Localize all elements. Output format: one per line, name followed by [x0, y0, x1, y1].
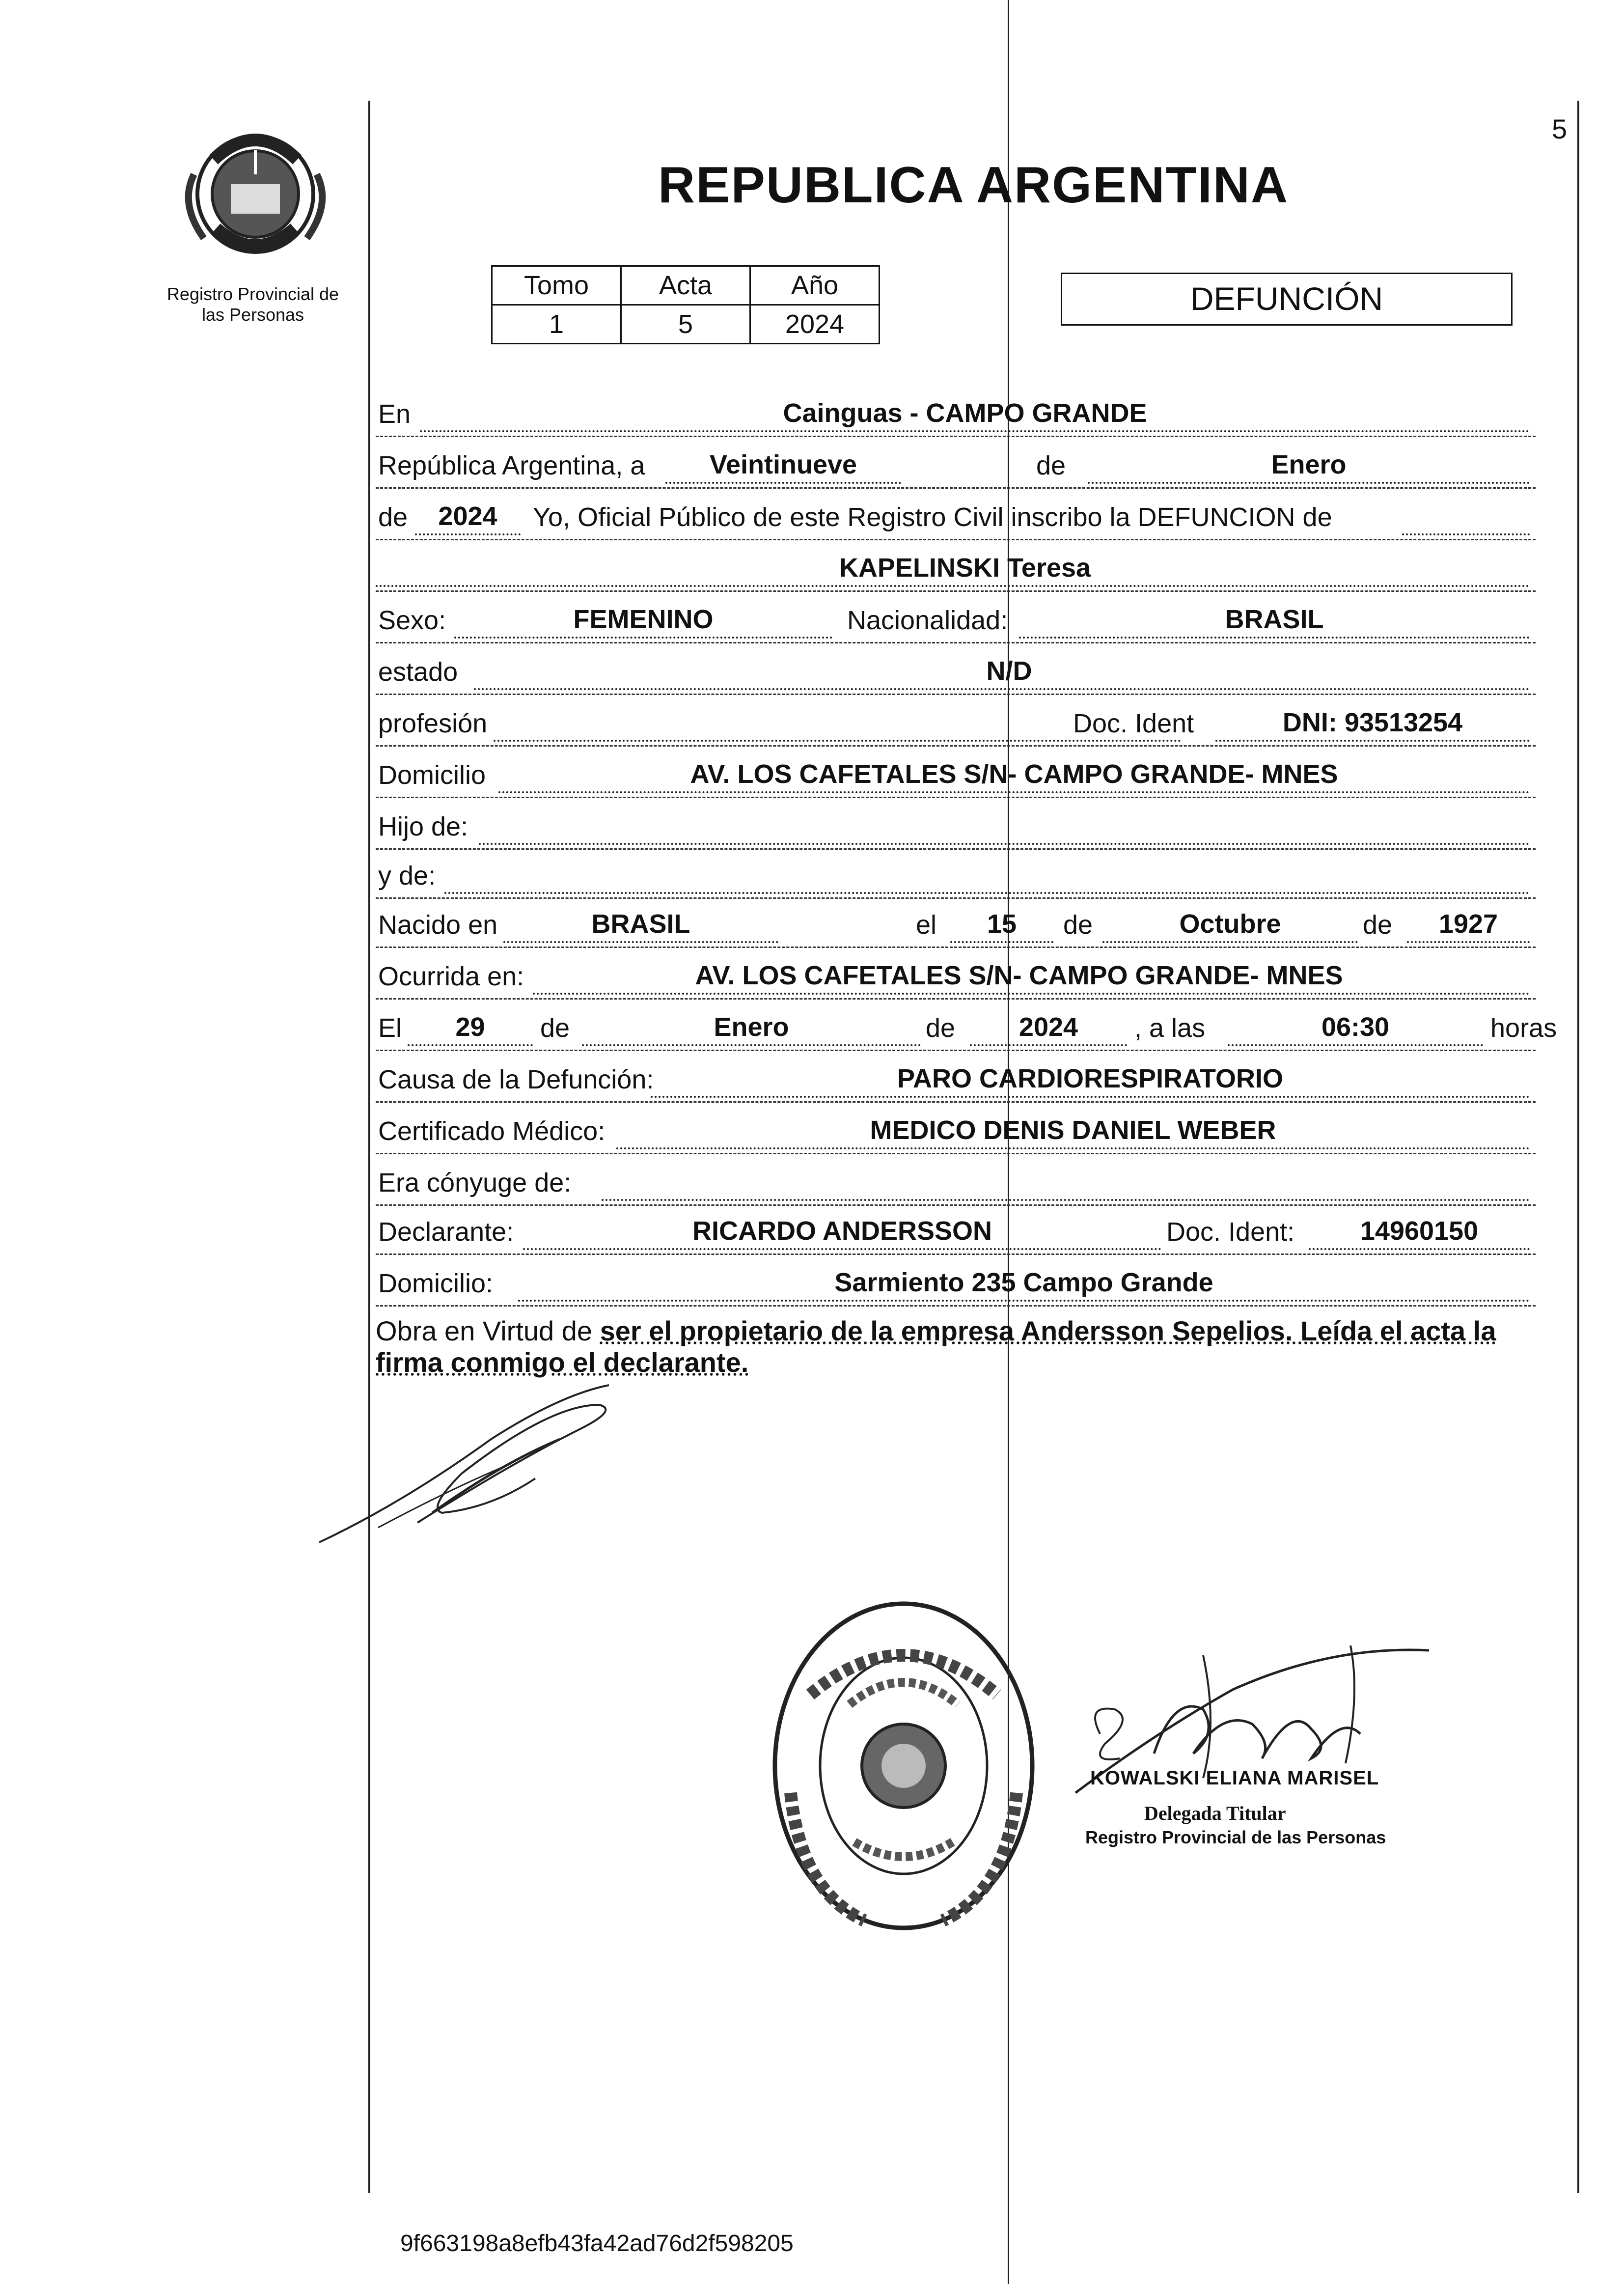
row-causa: [376, 1054, 1536, 1103]
causa-label: Causa de la Defunción:: [378, 1065, 654, 1094]
row-certificado: [376, 1105, 1536, 1154]
registry-label: Registro Provincial de las Personas: [166, 284, 339, 325]
row-domicilio-2: [376, 1257, 1536, 1307]
tomo-value: 1: [492, 305, 621, 344]
anio-value: 2024: [750, 305, 880, 344]
domicilio-label: Domicilio: [378, 760, 486, 790]
birth-month: Octubre: [1179, 909, 1281, 939]
en-label: En: [378, 399, 411, 429]
en-value: Cainguas - CAMPO GRANDE: [783, 398, 1147, 428]
domicilio2-label: Domicilio:: [378, 1269, 494, 1298]
misiones-coat-of-arms-icon: [174, 115, 336, 273]
nacido-value: BRASIL: [591, 909, 690, 939]
estado-value: N/D: [986, 656, 1032, 686]
declarante-value: RICARDO ANDERSSON: [692, 1216, 992, 1246]
row-profesion: [376, 697, 1536, 747]
acta-value: 5: [621, 305, 750, 344]
de-label-6: de: [926, 1013, 956, 1043]
hijo-label: Hijo de:: [378, 812, 468, 841]
death-month: Enero: [714, 1012, 789, 1042]
obra-label: Obra en Virtud de: [376, 1315, 593, 1346]
row-y-de: [376, 850, 1536, 899]
domicilio2-value: Sarmiento 235 Campo Grande: [834, 1268, 1213, 1297]
deceased-name: KAPELINSKI Teresa: [839, 553, 1091, 583]
de-label-4: de: [1363, 910, 1393, 940]
certificado-value: MEDICO DENIS DANIEL WEBER: [870, 1115, 1276, 1145]
birth-year: 1927: [1438, 909, 1498, 939]
nacido-label: Nacido en: [378, 910, 498, 940]
official-role: Delegada Titular: [1144, 1802, 1286, 1824]
de-label-2: de: [378, 502, 408, 532]
declarante-label: Declarante:: [378, 1217, 514, 1247]
anio-header: Año: [750, 266, 880, 305]
row-deceased-name: [376, 543, 1536, 592]
registry-stamp-seal: [766, 1596, 1041, 1935]
nacionalidad-value: BRASIL: [1225, 605, 1324, 634]
row-en: [376, 388, 1536, 437]
el-label-2: El: [378, 1013, 402, 1043]
el-label: el: [916, 910, 937, 940]
domicilio-value: AV. LOS CAFETALES S/N- CAMPO GRANDE- MNES: [690, 759, 1338, 789]
death-year: 2024: [1018, 1012, 1078, 1042]
nacionalidad-label: Nacionalidad:: [847, 606, 1008, 635]
doc-ident2-value: 14960150: [1360, 1216, 1479, 1246]
row-domicilio: [376, 749, 1536, 798]
row-death-date: [376, 1002, 1557, 1051]
row-nacido: [376, 899, 1536, 948]
republica-label: República Argentina, a: [378, 451, 645, 480]
sexo-value: FEMENINO: [573, 605, 714, 634]
ocurrida-label: Ocurrida en:: [378, 962, 524, 991]
document-hash: 9f663198a8efb43fa42ad76d2f598205: [400, 2230, 794, 2256]
de-label-1: de: [1036, 451, 1066, 480]
left-margin-rule: [368, 101, 370, 2193]
doc-ident-label: Doc. Ident: [1073, 709, 1194, 738]
row-ocurrida: [376, 950, 1536, 1000]
conyuge-label: Era cónyuge de:: [378, 1168, 572, 1198]
row-sexo: [376, 594, 1536, 643]
official-name: KOWALSKI ELIANA MARISEL: [1090, 1767, 1379, 1789]
de-label-3: de: [1063, 910, 1093, 940]
de-label-5: de: [540, 1013, 570, 1043]
doc-ident2-label: Doc. Ident:: [1166, 1217, 1295, 1247]
causa-value: PARO CARDIORESPIRATORIO: [897, 1064, 1284, 1093]
row-conyuge: [376, 1157, 1536, 1206]
y-de-label: y de:: [378, 861, 436, 891]
right-margin-rule: [1577, 101, 1579, 2193]
row-estado: [376, 646, 1536, 695]
obra-value: ser el propietario de la empresa Andersson Sepelios. Leída el acta la firma conmigo el declarante.: [376, 1315, 1496, 1378]
death-time: 06:30: [1321, 1012, 1390, 1042]
death-day: 29: [455, 1012, 485, 1042]
record-kind-box: DEFUNCIÓN: [1061, 273, 1513, 326]
declarant-signature: [304, 1365, 648, 1572]
page-number: 5: [1552, 113, 1568, 144]
year-1: 2024: [438, 501, 497, 531]
row-hijo: [376, 801, 1536, 850]
certificado-label: Certificado Médico:: [378, 1116, 606, 1146]
sexo-label: Sexo:: [378, 606, 446, 635]
day-words: Veintinueve: [709, 450, 857, 479]
month-1: Enero: [1271, 450, 1347, 479]
page-title: REPUBLICA ARGENTINA: [658, 157, 1289, 214]
row-declarante: [376, 1206, 1536, 1255]
estado-label: estado: [378, 657, 458, 687]
row-fecha: [376, 440, 1536, 489]
statement-text: Yo, Oficial Público de este Registro Civil inscribo la DEFUNCION de: [533, 502, 1332, 532]
a-las-label: , a las: [1134, 1013, 1206, 1043]
horas-label: horas: [1490, 1013, 1557, 1043]
profesion-label: profesión: [378, 709, 488, 738]
acta-header: Acta: [621, 266, 750, 305]
ocurrida-value: AV. LOS CAFETALES S/N- CAMPO GRANDE- MNES: [695, 961, 1343, 990]
birth-day: 15: [987, 909, 1017, 939]
official-org: Registro Provincial de las Personas: [1085, 1827, 1386, 1847]
record-number-table: [491, 265, 880, 344]
tomo-header: Tomo: [492, 266, 621, 305]
row-year-statement: [376, 491, 1536, 540]
doc-ident-value: DNI: 93513254: [1282, 708, 1463, 737]
